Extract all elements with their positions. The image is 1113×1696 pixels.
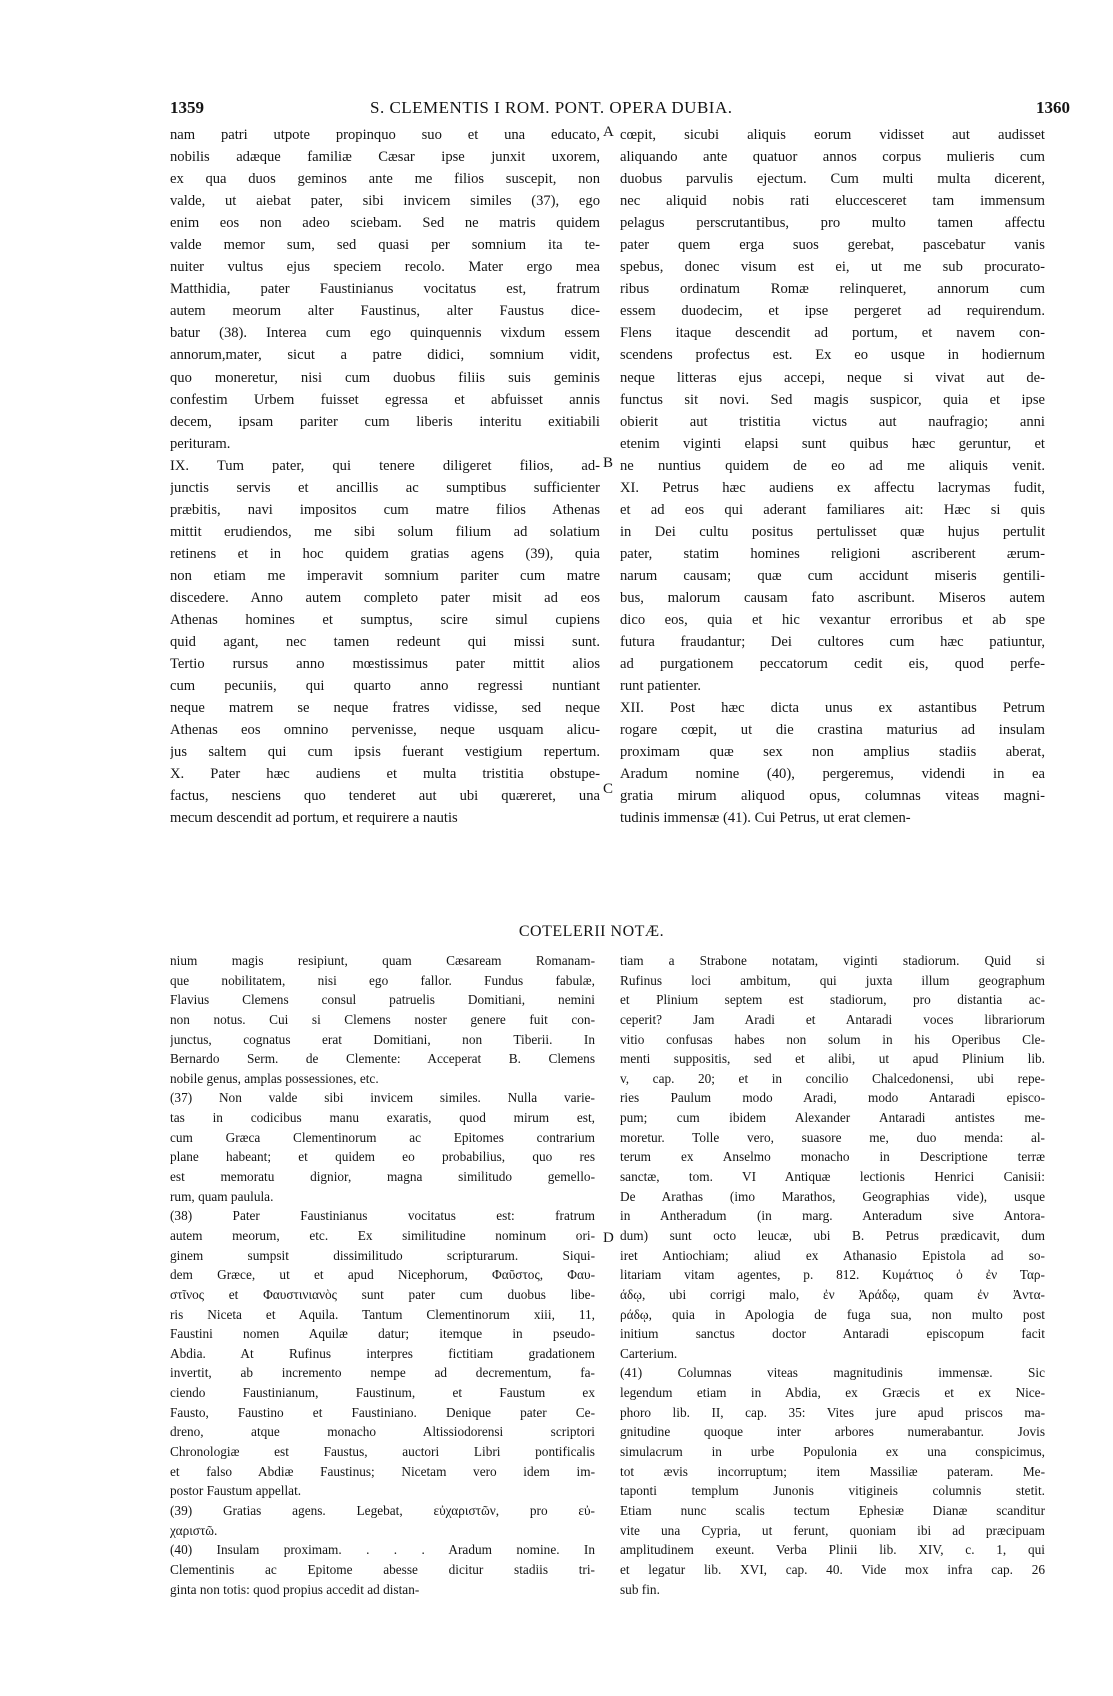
text-line: nobilis adæque familiæ Cæsar ipse junxit uxorem, <box>170 149 600 166</box>
note-line: χαριστῶ. <box>170 1522 218 1538</box>
note-line: ris Niceta et Aquila. Tantum Clementinorum xiii, 11, <box>170 1306 595 1322</box>
note-line: terum ex Anselmo monacho in Descriptione terræ <box>620 1149 1045 1165</box>
notes-left-column <box>170 951 595 1599</box>
text-line: ex qua duos geminos ante me filios suscepit, non <box>170 171 600 188</box>
text-line: præbitis, navi impositos cum matre filios Athenas <box>170 501 600 518</box>
text-line: essem duodecim, et ipse pergeret ad requirendum. <box>620 303 1045 320</box>
note-line: rum, quam paulula. <box>170 1188 274 1204</box>
text-line: etenim viginti elapsi sunt quibus hæc geruntur, et <box>620 435 1045 452</box>
note-line: invertit, ab incremento nempe ad decrementum, fa- <box>170 1365 595 1381</box>
margin-marker-b: B <box>603 455 614 471</box>
text-line: bus, malorum causam fato ascribunt. Miseros autem <box>620 589 1045 606</box>
text-line: Matthidia, pater Faustinianus vocitatus est, fratrum <box>170 281 600 298</box>
note-line: άδῳ, ubi corrigi malo, ἐν Ἀράδῳ, quam ἐν Ἀντα- <box>620 1286 1045 1302</box>
text-line: jus saltem qui cum ipsis fuerant vestigium repertum. <box>170 744 600 761</box>
text-line: ne nuntius quidem de eo ad me aliquis venit. <box>620 457 1045 474</box>
text-line: annorum,mater, sicut a patre didici, somnium vidit, <box>170 347 600 364</box>
text-line: XII. Post hæc dicta unus ex astantibus Petrum <box>620 700 1045 717</box>
text-line: dico eos, quia et hic vexantur erroribus et ab spe <box>620 612 1045 629</box>
note-line: στῖνος et Φαυστινιανὸς sunt pater cum duobus libe- <box>170 1286 595 1302</box>
note-line: tiam a Strabone notatam, viginti stadiorum. Quid si <box>620 953 1045 968</box>
text-line: aliquando ante quatuor annos corpus mulieris cum <box>620 149 1045 166</box>
text-line: rogare cœpit, ut die crastina maturius ad insulam <box>620 722 1045 739</box>
text-line: cœpit, sicubi aliquis eorum vidisset aut audisset <box>620 127 1045 143</box>
note-line: phoro lib. II, cap. 35: Vites jure apud priscos ma- <box>620 1404 1045 1420</box>
text-line: quo moneretur, nisi cum duobus filiis suis geminis <box>170 369 600 386</box>
note-line: nobile genus, amplas possessiones, etc. <box>170 1070 379 1086</box>
text-line: narum causam; quæ cum accidunt miseris gentili- <box>620 567 1045 584</box>
text-line: scendens profectus est. Ex eo usque in hodiernum <box>620 347 1045 364</box>
text-line: quid agant, nec tamen redeunt qui missi sunt. <box>170 634 600 651</box>
text-line: pater quem erga suos gerebat, pascebatur vanis <box>620 237 1045 254</box>
note-line: sub fin. <box>620 1581 660 1597</box>
note-line: autem meorum, etc. Ex similitudine nominum ori- <box>170 1227 595 1243</box>
note-line: dem Græce, ut et apud Nicephorum, Φαῦστος, Φαυ- <box>170 1267 595 1283</box>
note-line: ginem sumpsit dissimilitudo scripturarum. Siqui- <box>170 1247 595 1263</box>
note-line: Chronologiæ est Faustus, auctori Libri pontificalis <box>170 1444 595 1460</box>
note-line: Abdia. At Rufinus interpres fictitiam gradationem <box>170 1345 595 1361</box>
main-text-right-column <box>620 124 1045 830</box>
text-line: neque litteras ejus accepi, neque si vivat aut de- <box>620 369 1045 386</box>
note-line: menti suppositis, sed et alibi, ut apud Plinium lib. <box>620 1051 1045 1067</box>
page-number-left: 1359 <box>170 98 204 117</box>
note-line: plane habeant; et quidem eo probabilius, quo res <box>170 1149 595 1165</box>
note-line: ciendo Faustinianum, Faustinum, et Faustum ex <box>170 1385 595 1401</box>
note-line: Rufinus loci ambitum, qui juxta illum geographum <box>620 972 1045 988</box>
text-line: enim eos non adeo sciebam. Sed ne matris quidem <box>170 215 600 232</box>
text-line: neque matrem se neque fratres vidisse, sed neque <box>170 700 600 717</box>
text-line: mecum descendit ad portum, et requirere a nautis <box>170 810 458 827</box>
note-line: non notus. Cui si Clemens noster genere fuit con- <box>170 1011 595 1027</box>
note-line: tot ævis incorruptum; item Massiliæ pateram. Me- <box>620 1463 1045 1479</box>
text-line: obierit aut tristitia victus aut naufragio; anni <box>620 413 1045 430</box>
text-line: futura fraudantur; Dei cultores cum hæc patiuntur, <box>620 634 1045 651</box>
note-line: Flavius Clemens consul patruelis Domitiani, nemini <box>170 992 595 1008</box>
margin-marker-d: D <box>603 1230 614 1246</box>
note-line: simulacrum in urbe Populonia ex una conspicimus, <box>620 1444 1045 1460</box>
text-line: in Dei cultu positus pertulisset quæ hujus pertulit <box>620 523 1045 540</box>
text-line: XI. Petrus hæc audiens ex affectu lacrymas fudit, <box>620 479 1045 496</box>
text-line: runt patienter. <box>620 678 702 695</box>
text-line: IX. Tum pater, qui tenere diligeret filios, ad- <box>170 457 600 474</box>
running-title: S. CLEMENTIS I ROM. PONT. OPERA DUBIA. <box>370 98 733 117</box>
text-line: valde memor sum, sed quasi per somnium ita te- <box>170 237 600 254</box>
text-line: Tertio rursus anno mœstissimus pater mittit alios <box>170 656 600 673</box>
note-line: moretur. Tolle vero, suasore me, duo menda: al- <box>620 1129 1045 1145</box>
note-line: vitio confusas habes non solum in his Operibus Cle- <box>620 1031 1045 1047</box>
text-line: Aradum nomine (40), pergeremus, videndi in ea <box>620 766 1045 783</box>
text-line: junctis servis et ancillis ac sumptibus sufficienter <box>170 479 600 496</box>
note-line: legendum etiam in Abdia, ex Græcis et ex Nice- <box>620 1385 1045 1401</box>
note-line: Fausto, Faustino et Faustiniano. Denique pater Ce- <box>170 1404 595 1420</box>
text-line: nam patri utpote propinquo suo et una educato, <box>170 127 600 143</box>
text-line: factus, nesciens quo tenderet aut ubi quæreret, una <box>170 788 600 805</box>
text-line: pelagus perscrutantibus, pro multo tamen affectu <box>620 215 1045 232</box>
text-line: et ad eos qui aderant familiares ait: Hæc si quis <box>620 501 1045 518</box>
note-line: (39) Gratias agens. Legebat, εὐχαριστῶν, pro εὐ- <box>170 1502 595 1518</box>
note-line: Clementinis ac Epitome abesse dicitur stadiis tri- <box>170 1561 595 1577</box>
text-line: pater, statim homines religioni ascriberent ærum- <box>620 545 1045 562</box>
note-line: in Antheradum (in marg. Anteradum sive Antora- <box>620 1208 1045 1224</box>
note-line: (40) Insulam proximam. . . . Aradum nomine. In <box>170 1542 595 1558</box>
note-line: vite una Cypria, ut ferunt, quoniam ibi ad præcipuam <box>620 1522 1045 1538</box>
text-line: proximam quæ sex non amplius stadiis aberat, <box>620 744 1045 761</box>
note-line: et Plinium septem est stadiorum, pro distantia ac- <box>620 992 1045 1008</box>
note-line: tas in codicibus manu exaratis, quod mirum est, <box>170 1110 595 1126</box>
text-line: ad purgationem peccatorum cedit eis, quod perfe- <box>620 656 1045 673</box>
note-line: Faustini nomen Aquilæ datur; itemque in pseudo- <box>170 1326 595 1342</box>
note-line: litariam vitam agentes, p. 812. Κυμάτιος ὁ ἐν Ταρ- <box>620 1267 1045 1283</box>
note-line: dreno, atque monacho Altissiodorensi scriptori <box>170 1424 595 1440</box>
margin-marker-a: A <box>603 124 614 140</box>
text-line: decem, ipsam pariter cum liberis interitu exitiabili <box>170 413 600 430</box>
text-line: batur (38). Interea cum ego quinquennis vixdum essem <box>170 325 600 342</box>
notes-right-column <box>620 951 1045 1599</box>
note-line: initium sanctus doctor Antaradi episcopum facit <box>620 1326 1045 1342</box>
note-line: est memoratu dignior, magna similitudo gemello- <box>170 1169 595 1185</box>
note-line: junctus, cognatus erat Domitiani, non Tiberii. In <box>170 1031 595 1047</box>
main-text-left-column <box>170 124 600 830</box>
note-line: ceperit? Jam Aradi et Antaradi voces librariorum <box>620 1011 1045 1027</box>
text-line: perituram. <box>170 435 231 452</box>
note-line: gnitudine quoque inter arbores numerabantur. Jovis <box>620 1424 1045 1440</box>
notes-heading-text: COTELERII NOTÆ. <box>518 923 665 940</box>
page-number-right: 1360 <box>1036 98 1070 117</box>
text-line: Athenas eos omnino pervenisse, neque usquam alicu- <box>170 722 600 739</box>
text-line: Athenas homines et sumptus, scire simul cupiens <box>170 612 600 629</box>
note-line: (37) Non valde sibi invicem similes. Nulla varie- <box>170 1090 595 1106</box>
note-line: (38) Pater Faustinianus vocitatus est: fratrum <box>170 1208 595 1224</box>
note-line: pum; cum ibidem Alexander Antaradi antistes me- <box>620 1110 1045 1126</box>
text-line: nuiter vultus ejus speciem recolo. Mater ergo mea <box>170 259 600 276</box>
note-line: Etiam nunc scalis tectum Ephesiæ Dianæ scanditur <box>620 1502 1045 1518</box>
note-line: et falso Abdiæ Faustinus; Nicetam vero idem im- <box>170 1463 595 1479</box>
note-line: iret Antiochiam; aliud ex Athanasio Epistola ad so- <box>620 1247 1045 1263</box>
note-line: Carterium. <box>620 1345 678 1361</box>
note-line: ράδῳ, quia in Apologia de fuga sua, non multo post <box>620 1306 1045 1322</box>
text-line: discedere. Anno autem completo pater misit ad eos <box>170 589 600 606</box>
text-line: confestim Urbem fuisset egressa et abfuisset annis <box>170 391 600 408</box>
note-line: postor Faustum appellat. <box>170 1483 302 1499</box>
note-line: nium magis resipiunt, quam Cæsaream Romanam- <box>170 953 595 968</box>
note-line: Bernardo Serm. de Clemente: Acceperat B. Clemens <box>170 1051 595 1067</box>
page-header <box>170 98 1070 122</box>
text-line: nec aliquid nobis rati eluccesceret tam immensum <box>620 193 1045 210</box>
text-line: cum pecuniis, qui quarto anno regressi nuntiant <box>170 678 600 695</box>
note-line: amplitudinem exeunt. Verba Plinii lib. XIV, c. 1, qui <box>620 1542 1045 1558</box>
note-line: dum) sunt octo leucæ, ubi B. Petrus prædicavit, dum <box>620 1227 1045 1243</box>
text-line: retinens et in hoc quidem gratias agens (39), quia <box>170 545 600 562</box>
text-line: duobus parvulis ejectum. Cum multi multa dicerent, <box>620 171 1045 188</box>
note-line: De Arathas (imo Marathos, Geographias vide), usque <box>620 1188 1045 1204</box>
text-line: autem meorum alter Faustinus, alter Faustus dice- <box>170 303 600 320</box>
text-line: spebus, donec visum est ei, ut me sub procurato- <box>620 259 1045 276</box>
note-line: v, cap. 20; et in concilio Chalcedonensi, ubi repe- <box>620 1070 1045 1086</box>
text-line: non etiam me imperavit somnium pariter cum matre <box>170 567 600 584</box>
text-line: tudinis immensæ (41). Cui Petrus, ut erat clemen- <box>620 810 911 827</box>
text-line: valde, ut aiebat pater, sibi invicem similes (37), ego <box>170 193 600 210</box>
text-line: functus sit novi. Sed magis suspicor, quia et ipse <box>620 391 1045 408</box>
text-line: X. Pater hæc audiens et multa tristitia obstupe- <box>170 766 600 783</box>
note-line: cum Græca Clementinorum ac Epitomes contrarium <box>170 1129 595 1145</box>
margin-marker-c: C <box>603 781 614 797</box>
note-line: (41) Columnas viteas magnitudinis immensæ. Sic <box>620 1365 1045 1381</box>
note-line: que nobilitatem, nisi ego fallor. Fundus fabulæ, <box>170 972 595 988</box>
text-line: ribus ordinatum Romæ relinqueret, annorum cum <box>620 281 1045 298</box>
note-line: taponti templum Junonis vitigineis columnis stetit. <box>620 1483 1045 1499</box>
text-line: mittit erudiendos, me sibi solum filium ad solatium <box>170 523 600 540</box>
note-line: ginta non totis: quod propius accedit ad distan- <box>170 1581 420 1597</box>
notes-heading <box>0 923 1113 941</box>
note-line: sanctæ, tom. VI Antiquæ lectionis Henrici Canisii: <box>620 1169 1045 1185</box>
note-line: ries Paulum modo Aradi, modo Antaradi episco- <box>620 1090 1045 1106</box>
text-line: Flens itaque descendit ad portum, et navem con- <box>620 325 1045 342</box>
note-line: et legatur lib. XVI, cap. 40. Vide mox infra cap. 26 <box>620 1561 1045 1577</box>
text-line: gratia mirum aliquod opus, columnas viteas magni- <box>620 788 1045 805</box>
